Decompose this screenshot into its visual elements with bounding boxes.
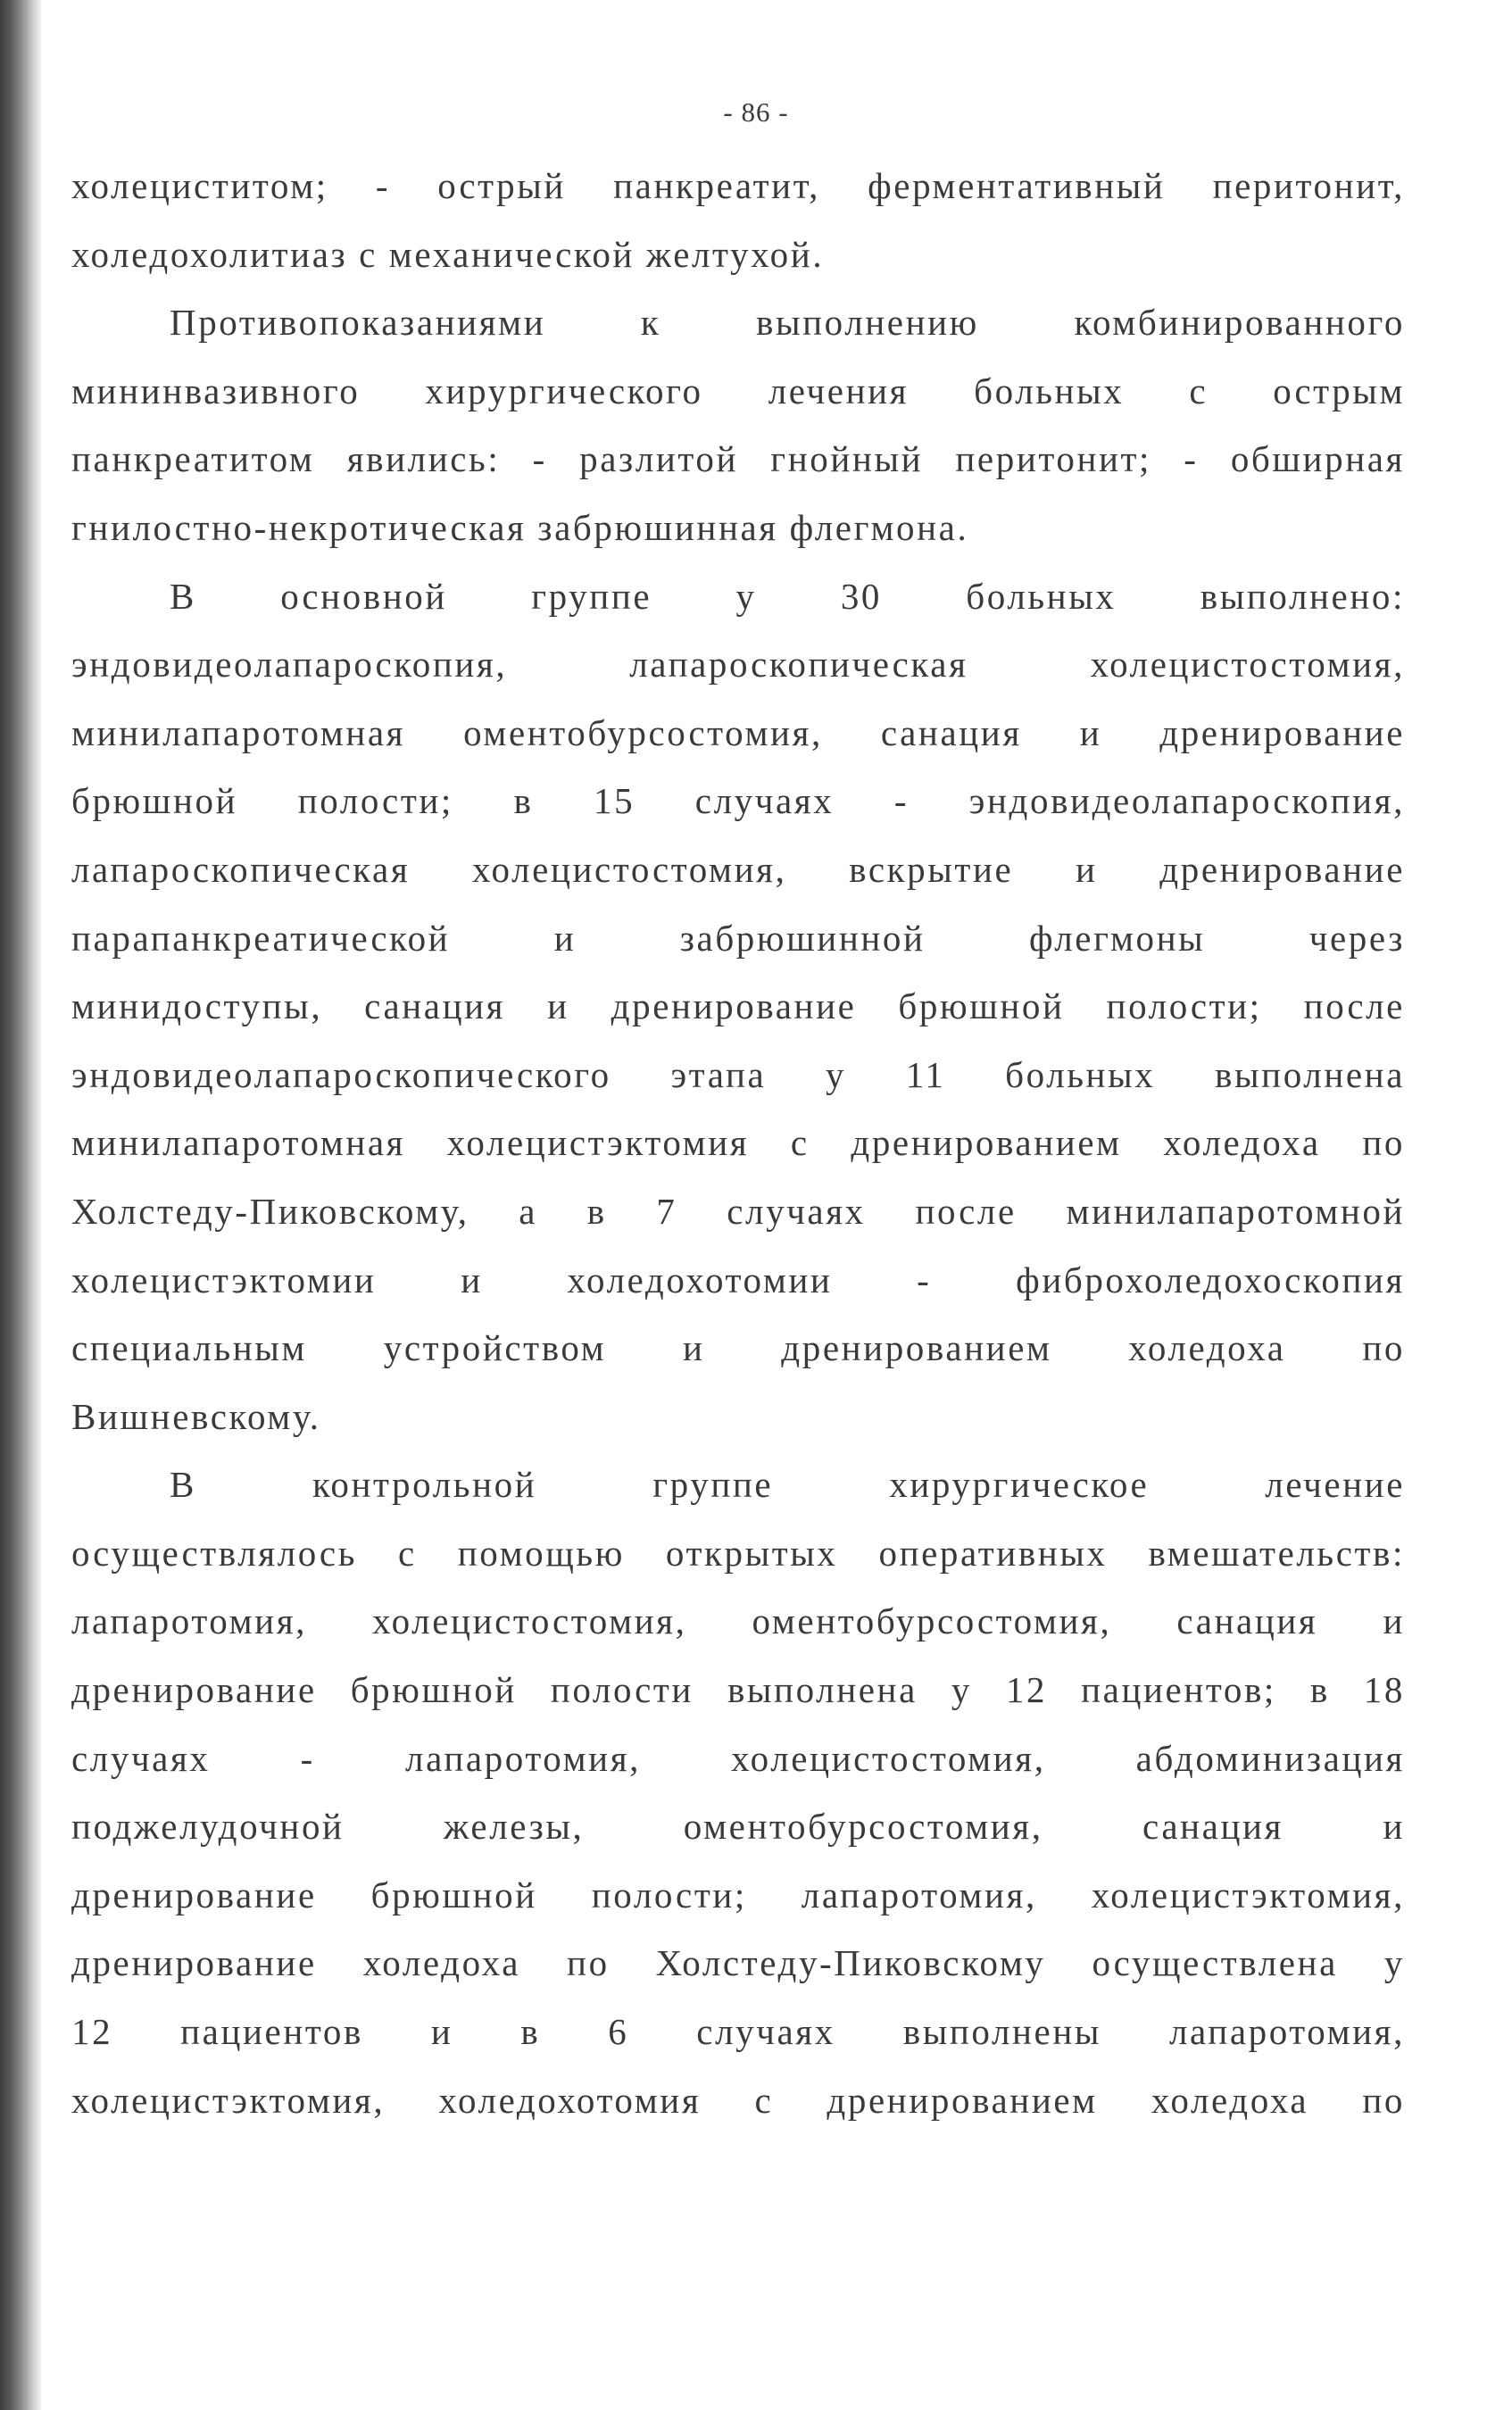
paragraph: [71, 562, 1405, 1451]
text-line: дренирование брюшной полости выполнена у 12 пациентов; в 18: [71, 1669, 1405, 1711]
text-line: холецистэктомии и холедохотомии - фиброхоледохоскопия: [71, 1259, 1405, 1301]
text-line: специальным устройством и дренированием холедоха по: [71, 1327, 1405, 1369]
paragraph: [71, 1450, 1405, 2134]
text-line: холедохолитиаз с механической желтухой.: [71, 233, 825, 275]
text-line: минилапаротомная оментобурсостомия, санация и дренирование: [71, 711, 1405, 753]
text-line: дренирование брюшной полости; лапаротомия, холецистэктомия,: [71, 1874, 1405, 1916]
text-line: мининвазивного хирургического лечения больных с острым: [71, 370, 1405, 411]
text-line: эндовидеолапароскопического этапа у 11 больных выполнена: [71, 1053, 1405, 1095]
text-line: минилапаротомная холецистэктомия с дренированием холедоха по: [71, 1122, 1405, 1164]
document-body: [71, 152, 1405, 2134]
text-line: В контрольной группе хирургическое лечение: [170, 1464, 1405, 1506]
text-line: брюшной полости; в 15 случаях - эндовидеолапароскопия,: [71, 780, 1405, 822]
text-line: Холстеду-Пиковскому, а в 7 случаях после минилапаротомной: [71, 1190, 1405, 1232]
text-line: дренирование холедоха по Холстеду-Пиковскому осуществлена у: [71, 1942, 1405, 1984]
text-line: Вишневскому.: [71, 1395, 321, 1437]
text-line: лапаротомия, холецистостомия, оментобурсостомия, санация и: [71, 1600, 1405, 1642]
text-line: поджелудочной железы, оментобурсостомия, санация и: [71, 1806, 1405, 1848]
paragraph: [71, 152, 1405, 288]
text-line: случаях - лапаротомия, холецистостомия, абдоминизация: [71, 1737, 1405, 1779]
text-line: парапанкреатической и забрюшинной флегмоны через: [71, 917, 1405, 959]
text-line: холецистэктомия, холедохотомия с дренированием холедоха по: [71, 2079, 1405, 2121]
text-line: В основной группе у 30 больных выполнено:: [170, 575, 1405, 617]
page-number: - 86 -: [723, 96, 789, 128]
text-line: осуществлялось с помощью открытых оперативных вмешательств:: [71, 1532, 1405, 1574]
text-line: минидоступы, санация и дренирование брюшной полости; после: [71, 985, 1405, 1027]
text-line: гнилостно-некротическая забрюшинная флегмона.: [71, 506, 969, 548]
scan-binding-edge: [0, 0, 41, 2410]
text-line: лапароскопическая холецистостомия, вскрытие и дренирование: [71, 848, 1405, 890]
text-line: 12 пациентов и в 6 случаях выполнены лапаротомия,: [71, 2011, 1405, 2053]
text-line: панкреатитом явились: - разлитой гнойный перитонит; - обширная: [71, 438, 1405, 480]
text-line: Противопоказаниями к выполнению комбинированного: [170, 302, 1405, 344]
text-line: эндовидеолапароскопия, лапароскопическая холецистостомия,: [71, 644, 1405, 686]
paragraph: [71, 288, 1405, 561]
text-line: холециститом; - острый панкреатит, ферментативный перитонит,: [71, 165, 1405, 206]
